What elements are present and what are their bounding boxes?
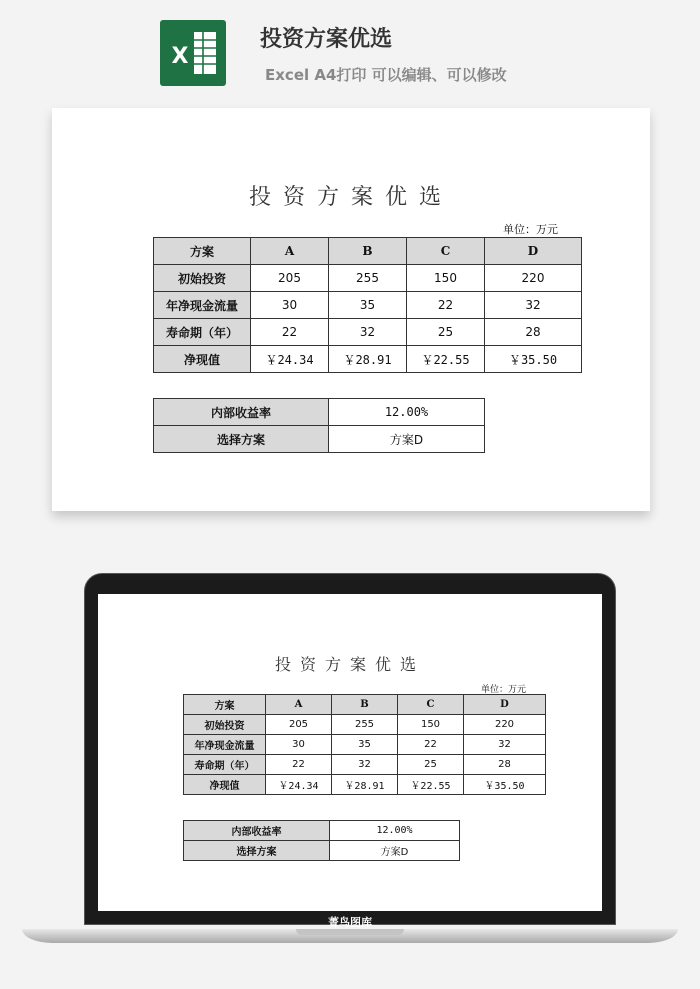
plan-table: [153, 237, 582, 373]
table-cell: 22: [407, 292, 485, 319]
table-row: [184, 735, 546, 755]
table-cell: ￥22.55: [407, 346, 485, 373]
table-row: [184, 775, 546, 795]
summary-value: 12.00%: [329, 399, 485, 426]
summary-value: 方案D: [329, 426, 485, 453]
row-label: 年净现金流量: [184, 735, 266, 755]
table-cell: ￥28.91: [332, 775, 398, 795]
table-cell: 220: [485, 265, 582, 292]
header-cell: 方案: [154, 238, 251, 265]
row-label: 初始投资: [184, 715, 266, 735]
preview-plan-table: [183, 694, 546, 795]
table-cell: 220: [464, 715, 546, 735]
document-sheet: [52, 108, 650, 511]
table-cell: 32: [464, 735, 546, 755]
table-cell: ￥24.34: [266, 775, 332, 795]
laptop-brand-label: 菁鸟图库: [328, 916, 372, 929]
document-title: 投资方案优选: [248, 185, 453, 210]
header-cell: C: [407, 238, 485, 265]
table-cell: 28: [464, 755, 546, 775]
row-label: 寿命期（年）: [184, 755, 266, 775]
table-row: [184, 715, 546, 735]
table-cell: ￥28.91: [329, 346, 407, 373]
table-cell: 32: [329, 319, 407, 346]
laptop-screen: [98, 594, 602, 911]
page-subtitle: Excel A4打印 可以编辑、可以修改: [265, 66, 507, 84]
table-cell: 25: [407, 319, 485, 346]
unit-label: 单位：万元: [503, 223, 558, 236]
summary-value: 12.00%: [330, 821, 460, 841]
table-cell: ￥35.50: [485, 346, 582, 373]
table-row: [154, 346, 582, 373]
table-cell: 205: [251, 265, 329, 292]
header-cell: C: [398, 695, 464, 715]
table-cell: ￥22.55: [398, 775, 464, 795]
preview-summary-table: [183, 820, 460, 861]
table-cell: 28: [485, 319, 582, 346]
page-title: 投资方案优选: [260, 27, 393, 52]
table-cell: 205: [266, 715, 332, 735]
row-label: 年净现金流量: [154, 292, 251, 319]
table-cell: 22: [251, 319, 329, 346]
table-row: [154, 265, 582, 292]
table-cell: 30: [266, 735, 332, 755]
table-row: [154, 399, 485, 426]
table-cell: 30: [251, 292, 329, 319]
preview-sheet: [98, 594, 602, 911]
table-row: [184, 821, 460, 841]
header-cell: B: [332, 695, 398, 715]
table-row: [154, 292, 582, 319]
summary-label: 选择方案: [184, 841, 330, 861]
table-row: [154, 319, 582, 346]
table-cell: 35: [332, 735, 398, 755]
summary-label: 选择方案: [154, 426, 329, 453]
row-label: 净现值: [184, 775, 266, 795]
table-cell: 25: [398, 755, 464, 775]
header-cell: A: [266, 695, 332, 715]
table-header-row: [184, 695, 546, 715]
preview-unit-label: 单位：万元: [481, 685, 527, 695]
table-row: [184, 755, 546, 775]
laptop-notch: [296, 929, 404, 935]
table-cell: 150: [398, 715, 464, 735]
row-label: 寿命期（年）: [154, 319, 251, 346]
table-cell: ￥35.50: [464, 775, 546, 795]
preview-title: 投资方案优选: [274, 655, 425, 674]
header-cell: D: [485, 238, 582, 265]
summary-value: 方案D: [330, 841, 460, 861]
row-label: 初始投资: [154, 265, 251, 292]
table-cell: 35: [329, 292, 407, 319]
header-cell: A: [251, 238, 329, 265]
table-header-row: [154, 238, 582, 265]
table-cell: 255: [329, 265, 407, 292]
table-cell: 32: [485, 292, 582, 319]
header-cell: 方案: [184, 695, 266, 715]
table-row: [154, 426, 485, 453]
table-cell: 32: [332, 755, 398, 775]
table-cell: 255: [332, 715, 398, 735]
svg-text:X: X: [171, 44, 189, 69]
table-cell: ￥24.34: [251, 346, 329, 373]
excel-icon: [160, 20, 226, 86]
table-cell: 150: [407, 265, 485, 292]
header-cell: D: [464, 695, 546, 715]
summary-table: [153, 398, 485, 453]
summary-label: 内部收益率: [184, 821, 330, 841]
table-row: [184, 841, 460, 861]
table-cell: 22: [266, 755, 332, 775]
table-cell: 22: [398, 735, 464, 755]
header-cell: B: [329, 238, 407, 265]
row-label: 净现值: [154, 346, 251, 373]
summary-label: 内部收益率: [154, 399, 329, 426]
